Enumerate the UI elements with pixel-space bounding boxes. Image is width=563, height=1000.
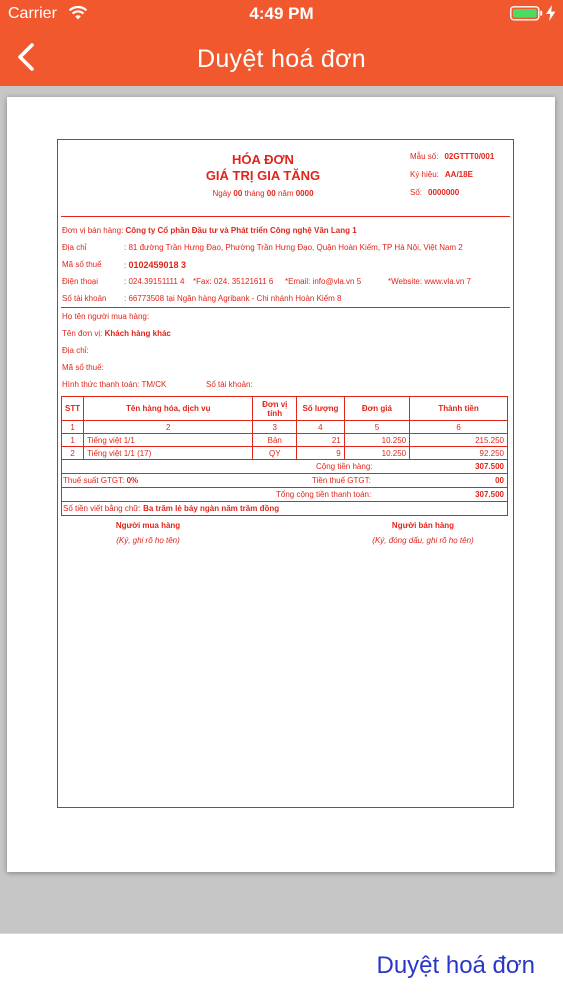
- table-row: 1 Tiếng việt 1/1 Bản 21 10.250 215.250: [62, 434, 508, 447]
- page-title: Duyệt hoá đơn: [196, 45, 366, 73]
- seller-account: : 66773508 tại Ngân hàng Agribank - Chi nhánh Hoàn Kiếm 8: [124, 294, 342, 303]
- seller-signature: Người bán hàng (Ký, đóng dấu, ghi rõ họ tên): [372, 521, 474, 545]
- seller-fax: *Fax: 024. 35121611 6: [193, 277, 274, 286]
- buyer-address-label: Địa chỉ:: [62, 346, 89, 355]
- seller-tax-label: Mã số thuế: [62, 260, 102, 269]
- approve-invoice-button[interactable]: Duyệt hoá đơn: [376, 952, 535, 979]
- status-time: 4:49 PM: [249, 4, 314, 23]
- nav-bar: [0, 28, 563, 86]
- divider: [61, 307, 510, 308]
- invoice-date: Ngày 00 tháng 00 năm 0000: [212, 189, 314, 198]
- items-table: [61, 396, 508, 460]
- seller-phone-label: Điện thoại: [62, 277, 99, 286]
- table-index-row: 1 2 3 4 5 6: [62, 421, 508, 434]
- invoice-symbol: Ký hiệu: AA/18E: [410, 170, 473, 179]
- divider: [61, 216, 510, 217]
- seller-account-label: Số tài khoản: [62, 294, 107, 303]
- table-header-row: [62, 397, 508, 421]
- invoice-page: [7, 97, 555, 872]
- column-header: Đơn giá: [344, 397, 409, 421]
- seller-phone: : 024.39151111 4: [124, 277, 185, 286]
- vat-row: Thuế suất GTGT: 0% Tiền thuế GTGT: 00: [61, 474, 508, 488]
- subtotal-row: Cộng tiền hàng: 307.500: [61, 460, 508, 474]
- seller-tax: : 0102459018 3: [124, 260, 187, 270]
- seller-email: *Email: info@vla.vn 5: [285, 277, 362, 286]
- table-row: 2 Tiếng việt 1/1 (17) QY 9 10.250 92.250: [62, 447, 508, 460]
- seller-website: *Website: www.vla.vn 7: [388, 277, 471, 286]
- seller-name-row: Đơn vị bán hàng: Công ty Cổ phần Đầu tư và Phát triển Công nghệ Văn Lang 1: [62, 226, 357, 235]
- carrier-label: Carrier: [8, 5, 57, 22]
- invoice-title: HÓA ĐƠN: [232, 152, 294, 167]
- seller-address: : 81 đường Trần Hưng Đạo, Phường Trần Hưng Đạo, Quận Hoàn Kiếm, TP Hà Nội, Việt Nam 2: [124, 243, 463, 252]
- form-number: Mẫu số: 02GTTT0/001: [410, 152, 495, 161]
- amount-in-words-row: Số tiền viết bằng chữ: Ba trăm lẻ bảy ngàn năm trăm đồng: [61, 502, 508, 516]
- battery-icon: [510, 6, 544, 26]
- column-header: Đơn vị tính: [253, 397, 297, 421]
- status-bar: [0, 0, 563, 28]
- buyer-account-label: Số tài khoản:: [206, 380, 253, 389]
- buyer-name-label: Họ tên người mua hàng:: [62, 312, 150, 321]
- column-header: STT: [62, 397, 84, 421]
- buyer-tax-label: Mã số thuế:: [62, 363, 104, 372]
- column-header: Tên hàng hóa, dịch vụ: [84, 397, 253, 421]
- buyer-signature: Người mua hàng (Ký, ghi rõ họ tên): [115, 521, 181, 545]
- column-header: Số lượng: [297, 397, 345, 421]
- column-header: Thành tiền: [410, 397, 508, 421]
- buyer-unit-row: Tên đơn vị: Khách hàng khác: [62, 329, 171, 338]
- invoice-subtitle: GIÁ TRỊ GIA TĂNG: [205, 168, 321, 183]
- bottom-toolbar: [0, 933, 563, 1000]
- invoice-frame: [57, 139, 514, 808]
- seller-address-label: Địa chỉ: [62, 243, 87, 252]
- payment-method-row: Hình thức thanh toán: TM/CK: [62, 380, 167, 389]
- invoice-number: Số: 0000000: [410, 188, 460, 197]
- document-viewer[interactable]: [0, 86, 563, 933]
- charging-bolt-icon: [546, 5, 556, 26]
- grand-total-row: Tổng cộng tiền thanh toán: 307.500: [61, 488, 508, 502]
